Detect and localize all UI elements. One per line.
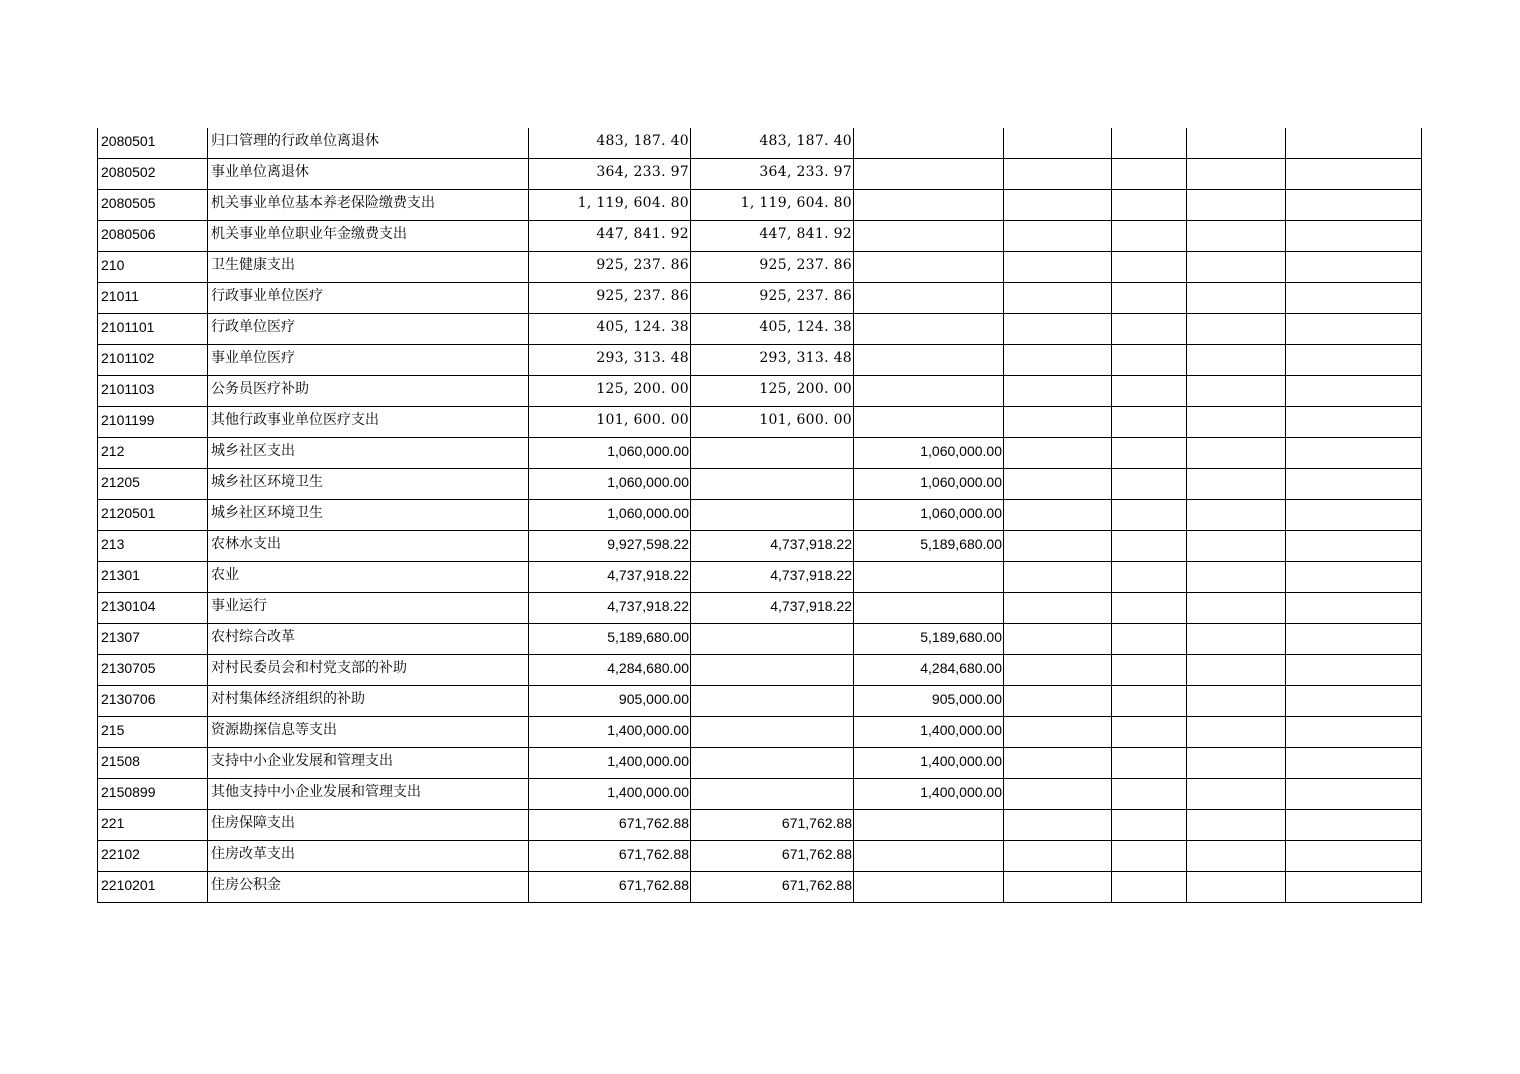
subject-code-cell: 2080505 (98, 190, 208, 221)
project-expense-cell (854, 283, 1004, 314)
basic-expense-cell (691, 438, 854, 469)
empty-cell (1112, 810, 1187, 841)
budget-table (97, 128, 1422, 903)
subject-name-cell: 住房保障支出 (208, 810, 529, 841)
empty-cell (1004, 810, 1112, 841)
empty-cell (1286, 500, 1422, 531)
project-expense-cell (854, 841, 1004, 872)
basic-expense-cell: 483, 187. 40 (691, 128, 854, 159)
subject-name-cell: 事业单位离退休 (208, 159, 529, 190)
table-row (98, 872, 1422, 903)
project-expense-cell: 1,400,000.00 (854, 779, 1004, 810)
subject-name-cell: 事业单位医疗 (208, 345, 529, 376)
subject-name-cell: 事业运行 (208, 593, 529, 624)
empty-cell (1004, 469, 1112, 500)
empty-cell (1286, 779, 1422, 810)
total-amount-cell: 125, 200. 00 (529, 376, 691, 407)
basic-expense-cell: 925, 237. 86 (691, 283, 854, 314)
empty-cell (1286, 593, 1422, 624)
empty-cell (1187, 283, 1286, 314)
subject-code-cell: 2101199 (98, 407, 208, 438)
empty-cell (1286, 438, 1422, 469)
subject-code-cell: 212 (98, 438, 208, 469)
budget-table-body (98, 128, 1422, 903)
subject-name-cell: 支持中小企业发展和管理支出 (208, 748, 529, 779)
empty-cell (1112, 159, 1187, 190)
empty-cell (1187, 748, 1286, 779)
table-row (98, 469, 1422, 500)
empty-cell (1286, 190, 1422, 221)
total-amount-cell: 1,400,000.00 (529, 748, 691, 779)
empty-cell (1004, 376, 1112, 407)
project-expense-cell: 1,400,000.00 (854, 748, 1004, 779)
empty-cell (1286, 376, 1422, 407)
empty-cell (1286, 562, 1422, 593)
empty-cell (1286, 221, 1422, 252)
empty-cell (1286, 686, 1422, 717)
subject-name-cell: 对村集体经济组织的补助 (208, 686, 529, 717)
empty-cell (1112, 655, 1187, 686)
empty-cell (1112, 314, 1187, 345)
subject-code-cell: 21301 (98, 562, 208, 593)
empty-cell (1187, 841, 1286, 872)
empty-cell (1187, 872, 1286, 903)
subject-code-cell: 221 (98, 810, 208, 841)
subject-code-cell: 213 (98, 531, 208, 562)
basic-expense-cell: 364, 233. 97 (691, 159, 854, 190)
subject-code-cell: 210 (98, 252, 208, 283)
total-amount-cell: 5,189,680.00 (529, 624, 691, 655)
empty-cell (1187, 221, 1286, 252)
subject-name-cell: 农业 (208, 562, 529, 593)
subject-code-cell: 2130706 (98, 686, 208, 717)
empty-cell (1187, 159, 1286, 190)
empty-cell (1112, 407, 1187, 438)
subject-name-cell: 农林水支出 (208, 531, 529, 562)
basic-expense-cell: 293, 313. 48 (691, 345, 854, 376)
empty-cell (1004, 221, 1112, 252)
empty-cell (1112, 221, 1187, 252)
project-expense-cell: 1,060,000.00 (854, 500, 1004, 531)
table-row (98, 190, 1422, 221)
basic-expense-cell: 4,737,918.22 (691, 562, 854, 593)
empty-cell (1004, 190, 1112, 221)
table-row (98, 779, 1422, 810)
empty-cell (1004, 345, 1112, 376)
subject-name-cell: 资源勘探信息等支出 (208, 717, 529, 748)
basic-expense-cell: 1, 119, 604. 80 (691, 190, 854, 221)
project-expense-cell: 1,060,000.00 (854, 438, 1004, 469)
empty-cell (1286, 872, 1422, 903)
total-amount-cell: 925, 237. 86 (529, 283, 691, 314)
subject-name-cell: 住房改革支出 (208, 841, 529, 872)
empty-cell (1004, 562, 1112, 593)
subject-name-cell: 卫生健康支出 (208, 252, 529, 283)
subject-name-cell: 机关事业单位职业年金缴费支出 (208, 221, 529, 252)
table-row (98, 593, 1422, 624)
empty-cell (1004, 841, 1112, 872)
empty-cell (1187, 531, 1286, 562)
basic-expense-cell (691, 779, 854, 810)
empty-cell (1112, 872, 1187, 903)
empty-cell (1112, 748, 1187, 779)
total-amount-cell: 1,060,000.00 (529, 500, 691, 531)
basic-expense-cell (691, 686, 854, 717)
table-row (98, 221, 1422, 252)
empty-cell (1112, 283, 1187, 314)
total-amount-cell: 1,400,000.00 (529, 779, 691, 810)
empty-cell (1112, 252, 1187, 283)
empty-cell (1112, 841, 1187, 872)
subject-name-cell: 农村综合改革 (208, 624, 529, 655)
table-row (98, 159, 1422, 190)
table-row (98, 438, 1422, 469)
total-amount-cell: 4,284,680.00 (529, 655, 691, 686)
basic-expense-cell: 671,762.88 (691, 810, 854, 841)
empty-cell (1286, 128, 1422, 159)
empty-cell (1187, 779, 1286, 810)
empty-cell (1286, 748, 1422, 779)
empty-cell (1004, 531, 1112, 562)
total-amount-cell: 293, 313. 48 (529, 345, 691, 376)
empty-cell (1004, 655, 1112, 686)
table-row (98, 810, 1422, 841)
table-row (98, 283, 1422, 314)
basic-expense-cell: 101, 600. 00 (691, 407, 854, 438)
table-row (98, 624, 1422, 655)
subject-name-cell: 城乡社区环境卫生 (208, 469, 529, 500)
total-amount-cell: 483, 187. 40 (529, 128, 691, 159)
empty-cell (1286, 407, 1422, 438)
empty-cell (1004, 686, 1112, 717)
total-amount-cell: 9,927,598.22 (529, 531, 691, 562)
project-expense-cell (854, 872, 1004, 903)
basic-expense-cell: 671,762.88 (691, 841, 854, 872)
project-expense-cell (854, 252, 1004, 283)
empty-cell (1187, 562, 1286, 593)
empty-cell (1187, 438, 1286, 469)
empty-cell (1286, 345, 1422, 376)
total-amount-cell: 671,762.88 (529, 872, 691, 903)
empty-cell (1286, 159, 1422, 190)
table-row (98, 345, 1422, 376)
table-row (98, 376, 1422, 407)
subject-name-cell: 其他行政事业单位医疗支出 (208, 407, 529, 438)
basic-expense-cell: 405, 124. 38 (691, 314, 854, 345)
project-expense-cell (854, 593, 1004, 624)
empty-cell (1112, 345, 1187, 376)
basic-expense-cell: 125, 200. 00 (691, 376, 854, 407)
subject-code-cell: 2101103 (98, 376, 208, 407)
empty-cell (1004, 500, 1112, 531)
project-expense-cell: 905,000.00 (854, 686, 1004, 717)
basic-expense-cell (691, 655, 854, 686)
empty-cell (1187, 345, 1286, 376)
subject-code-cell: 2130104 (98, 593, 208, 624)
empty-cell (1286, 655, 1422, 686)
subject-code-cell: 2101101 (98, 314, 208, 345)
total-amount-cell: 1,060,000.00 (529, 438, 691, 469)
empty-cell (1187, 128, 1286, 159)
subject-code-cell: 21508 (98, 748, 208, 779)
table-row (98, 500, 1422, 531)
empty-cell (1112, 562, 1187, 593)
empty-cell (1187, 717, 1286, 748)
project-expense-cell: 5,189,680.00 (854, 624, 1004, 655)
empty-cell (1187, 469, 1286, 500)
project-expense-cell: 5,189,680.00 (854, 531, 1004, 562)
table-row (98, 562, 1422, 593)
basic-expense-cell: 4,737,918.22 (691, 593, 854, 624)
basic-expense-cell: 4,737,918.22 (691, 531, 854, 562)
project-expense-cell: 1,060,000.00 (854, 469, 1004, 500)
total-amount-cell: 4,737,918.22 (529, 562, 691, 593)
subject-name-cell: 机关事业单位基本养老保险缴费支出 (208, 190, 529, 221)
table-row (98, 748, 1422, 779)
empty-cell (1112, 531, 1187, 562)
project-expense-cell (854, 407, 1004, 438)
empty-cell (1112, 593, 1187, 624)
empty-cell (1187, 655, 1286, 686)
subject-code-cell: 2080501 (98, 128, 208, 159)
empty-cell (1286, 283, 1422, 314)
table-row (98, 655, 1422, 686)
empty-cell (1286, 841, 1422, 872)
subject-code-cell: 2150899 (98, 779, 208, 810)
empty-cell (1004, 593, 1112, 624)
empty-cell (1112, 624, 1187, 655)
subject-code-cell: 21011 (98, 283, 208, 314)
empty-cell (1187, 190, 1286, 221)
empty-cell (1004, 779, 1112, 810)
empty-cell (1187, 407, 1286, 438)
empty-cell (1286, 624, 1422, 655)
total-amount-cell: 1, 119, 604. 80 (529, 190, 691, 221)
empty-cell (1286, 531, 1422, 562)
project-expense-cell (854, 562, 1004, 593)
subject-name-cell: 公务员医疗补助 (208, 376, 529, 407)
empty-cell (1004, 717, 1112, 748)
total-amount-cell: 101, 600. 00 (529, 407, 691, 438)
total-amount-cell: 905,000.00 (529, 686, 691, 717)
total-amount-cell: 1,060,000.00 (529, 469, 691, 500)
empty-cell (1112, 190, 1187, 221)
empty-cell (1187, 686, 1286, 717)
subject-code-cell: 21307 (98, 624, 208, 655)
basic-expense-cell: 447, 841. 92 (691, 221, 854, 252)
subject-code-cell: 2120501 (98, 500, 208, 531)
empty-cell (1004, 748, 1112, 779)
empty-cell (1112, 717, 1187, 748)
subject-name-cell: 住房公积金 (208, 872, 529, 903)
empty-cell (1112, 686, 1187, 717)
empty-cell (1004, 438, 1112, 469)
empty-cell (1286, 717, 1422, 748)
empty-cell (1187, 500, 1286, 531)
empty-cell (1004, 407, 1112, 438)
total-amount-cell: 364, 233. 97 (529, 159, 691, 190)
total-amount-cell: 4,737,918.22 (529, 593, 691, 624)
empty-cell (1112, 779, 1187, 810)
project-expense-cell (854, 810, 1004, 841)
basic-expense-cell (691, 469, 854, 500)
table-row (98, 128, 1422, 159)
table-row (98, 252, 1422, 283)
subject-name-cell: 行政事业单位医疗 (208, 283, 529, 314)
total-amount-cell: 1,400,000.00 (529, 717, 691, 748)
empty-cell (1286, 469, 1422, 500)
table-row (98, 407, 1422, 438)
subject-code-cell: 21205 (98, 469, 208, 500)
subject-name-cell: 城乡社区环境卫生 (208, 500, 529, 531)
subject-code-cell: 2080506 (98, 221, 208, 252)
subject-name-cell: 行政单位医疗 (208, 314, 529, 345)
project-expense-cell (854, 345, 1004, 376)
empty-cell (1004, 314, 1112, 345)
table-row (98, 717, 1422, 748)
table-row (98, 314, 1422, 345)
project-expense-cell (854, 221, 1004, 252)
empty-cell (1004, 872, 1112, 903)
empty-cell (1286, 810, 1422, 841)
empty-cell (1004, 159, 1112, 190)
basic-expense-cell (691, 748, 854, 779)
empty-cell (1112, 128, 1187, 159)
empty-cell (1187, 314, 1286, 345)
subject-name-cell: 归口管理的行政单位离退休 (208, 128, 529, 159)
subject-name-cell: 城乡社区支出 (208, 438, 529, 469)
total-amount-cell: 447, 841. 92 (529, 221, 691, 252)
empty-cell (1286, 314, 1422, 345)
basic-expense-cell (691, 717, 854, 748)
empty-cell (1004, 252, 1112, 283)
basic-expense-cell (691, 500, 854, 531)
empty-cell (1187, 252, 1286, 283)
total-amount-cell: 671,762.88 (529, 841, 691, 872)
empty-cell (1112, 438, 1187, 469)
empty-cell (1286, 252, 1422, 283)
empty-cell (1187, 376, 1286, 407)
empty-cell (1004, 624, 1112, 655)
subject-name-cell: 对村民委员会和村党支部的补助 (208, 655, 529, 686)
table-row (98, 841, 1422, 872)
basic-expense-cell: 925, 237. 86 (691, 252, 854, 283)
empty-cell (1004, 128, 1112, 159)
empty-cell (1004, 283, 1112, 314)
subject-name-cell: 其他支持中小企业发展和管理支出 (208, 779, 529, 810)
project-expense-cell (854, 314, 1004, 345)
project-expense-cell (854, 376, 1004, 407)
basic-expense-cell (691, 624, 854, 655)
total-amount-cell: 671,762.88 (529, 810, 691, 841)
empty-cell (1187, 810, 1286, 841)
project-expense-cell: 4,284,680.00 (854, 655, 1004, 686)
project-expense-cell (854, 159, 1004, 190)
basic-expense-cell: 671,762.88 (691, 872, 854, 903)
table-row (98, 686, 1422, 717)
empty-cell (1187, 593, 1286, 624)
empty-cell (1112, 500, 1187, 531)
subject-code-cell: 2080502 (98, 159, 208, 190)
total-amount-cell: 925, 237. 86 (529, 252, 691, 283)
empty-cell (1112, 376, 1187, 407)
project-expense-cell: 1,400,000.00 (854, 717, 1004, 748)
empty-cell (1187, 624, 1286, 655)
total-amount-cell: 405, 124. 38 (529, 314, 691, 345)
project-expense-cell (854, 128, 1004, 159)
subject-code-cell: 2130705 (98, 655, 208, 686)
subject-code-cell: 2101102 (98, 345, 208, 376)
subject-code-cell: 22102 (98, 841, 208, 872)
empty-cell (1112, 469, 1187, 500)
project-expense-cell (854, 190, 1004, 221)
subject-code-cell: 2210201 (98, 872, 208, 903)
table-row (98, 531, 1422, 562)
subject-code-cell: 215 (98, 717, 208, 748)
